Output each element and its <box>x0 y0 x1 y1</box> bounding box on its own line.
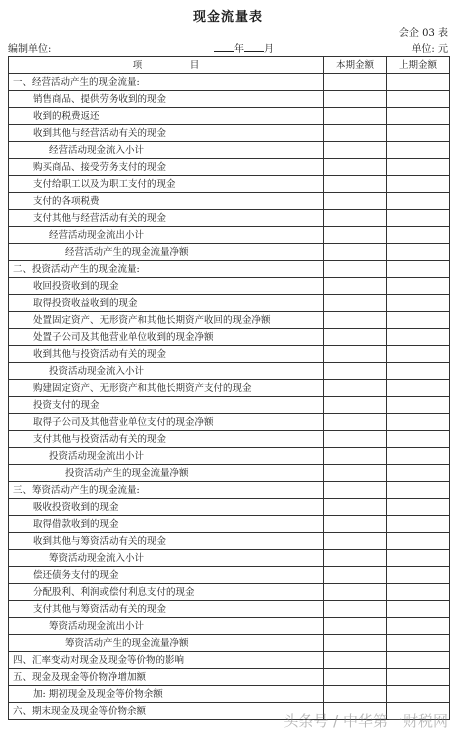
previous-amount-cell[interactable] <box>387 244 450 261</box>
previous-amount-cell[interactable] <box>387 346 450 363</box>
table-row <box>9 414 450 431</box>
row-item-label: 取得借款收到的现金 <box>9 516 324 533</box>
table-row <box>9 159 450 176</box>
table-row <box>9 278 450 295</box>
table-row <box>9 193 450 210</box>
previous-amount-cell[interactable] <box>387 482 450 499</box>
previous-amount-cell[interactable] <box>387 584 450 601</box>
row-item-label: 经营活动产生的现金流量净额 <box>9 244 324 261</box>
previous-amount-cell[interactable] <box>387 108 450 125</box>
year-blank[interactable] <box>214 41 234 52</box>
row-item-label: 处置固定资产、无形资产和其他长期资产收回的现金净额 <box>9 312 324 329</box>
current-amount-cell[interactable] <box>324 159 387 176</box>
current-amount-cell[interactable] <box>324 448 387 465</box>
table-row <box>9 346 450 363</box>
row-item-label: 经营活动现金流入小计 <box>9 142 324 159</box>
table-row <box>9 244 450 261</box>
previous-amount-cell[interactable] <box>387 550 450 567</box>
table-row <box>9 652 450 669</box>
report-period <box>214 40 274 55</box>
table-row <box>9 295 450 312</box>
row-item-label: 支付给职工以及为职工支付的现金 <box>9 176 324 193</box>
row-item-label: 销售商品、提供劳务收到的现金 <box>9 91 324 108</box>
row-item-label: 收到的税费返还 <box>9 108 324 125</box>
table-row <box>9 142 450 159</box>
table-body <box>9 74 450 720</box>
row-item-label: 购建固定资产、无形资产和其他长期资产支付的现金 <box>9 380 324 397</box>
current-amount-cell[interactable] <box>324 193 387 210</box>
table-row <box>9 108 450 125</box>
row-item-label: 五、现金及现金等价物净增加额 <box>9 669 324 686</box>
table-row <box>9 601 450 618</box>
current-amount-cell[interactable] <box>324 363 387 380</box>
previous-amount-cell[interactable] <box>387 431 450 448</box>
current-amount-cell[interactable] <box>324 397 387 414</box>
table-row <box>9 686 450 703</box>
current-amount-cell[interactable] <box>324 550 387 567</box>
current-amount-cell[interactable] <box>324 176 387 193</box>
row-item-label: 取得子公司及其他营业单位支付的现金净额 <box>9 414 324 431</box>
table-row <box>9 176 450 193</box>
previous-amount-cell[interactable] <box>387 142 450 159</box>
current-amount-cell[interactable] <box>324 244 387 261</box>
form-code: 会企 03 表 <box>398 28 448 39</box>
current-amount-cell[interactable] <box>324 635 387 652</box>
row-item-label: 收回投资收到的现金 <box>9 278 324 295</box>
table-row <box>9 482 450 499</box>
table-row <box>9 74 450 91</box>
row-item-label: 四、汇率变动对现金及现金等价物的影响 <box>9 652 324 669</box>
row-item-label: 投资支付的现金 <box>9 397 324 414</box>
table-row <box>9 363 450 380</box>
row-item-label: 一、经营活动产生的现金流量: <box>9 74 324 91</box>
current-amount-cell[interactable] <box>324 329 387 346</box>
table-row <box>9 669 450 686</box>
row-item-label: 取得投资收益收到的现金 <box>9 295 324 312</box>
row-item-label: 收到其他与经营活动有关的现金 <box>9 125 324 142</box>
previous-amount-cell[interactable] <box>387 686 450 703</box>
current-amount-cell[interactable] <box>324 618 387 635</box>
table-row <box>9 567 450 584</box>
previous-amount-cell[interactable] <box>387 516 450 533</box>
previous-amount-cell[interactable] <box>387 669 450 686</box>
previous-amount-cell[interactable] <box>387 91 450 108</box>
table-row <box>9 210 450 227</box>
previous-amount-cell[interactable] <box>387 601 450 618</box>
row-item-label: 二、投资活动产生的现金流量: <box>9 261 324 278</box>
previous-amount-cell[interactable] <box>387 567 450 584</box>
current-amount-cell[interactable] <box>324 414 387 431</box>
current-amount-cell[interactable] <box>324 261 387 278</box>
row-item-label: 支付其他与筹资活动有关的现金 <box>9 601 324 618</box>
previous-amount-cell[interactable] <box>387 227 450 244</box>
previous-amount-cell[interactable] <box>387 125 450 142</box>
current-amount-cell[interactable] <box>324 584 387 601</box>
row-item-label: 筹资活动现金流出小计 <box>9 618 324 635</box>
table-row <box>9 533 450 550</box>
row-item-label: 筹资活动产生的现金流量净额 <box>9 635 324 652</box>
month-suffix: 月 <box>264 44 274 55</box>
current-amount-cell[interactable] <box>324 74 387 91</box>
previous-amount-cell[interactable] <box>387 448 450 465</box>
previous-amount-cell[interactable] <box>387 635 450 652</box>
row-item-label: 处置子公司及其他营业单位收到的现金净额 <box>9 329 324 346</box>
previous-amount-cell[interactable] <box>387 278 450 295</box>
current-amount-cell[interactable] <box>324 601 387 618</box>
table-row <box>9 431 450 448</box>
row-item-label: 投资活动现金流入小计 <box>9 363 324 380</box>
current-amount-cell[interactable] <box>324 346 387 363</box>
header-previous-period: 上期金额 <box>387 57 450 74</box>
table-row <box>9 550 450 567</box>
row-item-label: 分配股利、利润或偿付利息支付的现金 <box>9 584 324 601</box>
previous-amount-cell[interactable] <box>387 380 450 397</box>
current-amount-cell[interactable] <box>324 686 387 703</box>
current-amount-cell[interactable] <box>324 533 387 550</box>
previous-amount-cell[interactable] <box>387 363 450 380</box>
current-amount-cell[interactable] <box>324 227 387 244</box>
previous-amount-cell[interactable] <box>387 261 450 278</box>
current-amount-cell[interactable] <box>324 652 387 669</box>
currency-unit: 单位: 元 <box>411 44 448 55</box>
current-amount-cell[interactable] <box>324 567 387 584</box>
row-item-label: 经营活动现金流出小计 <box>9 227 324 244</box>
row-item-label: 偿还债务支付的现金 <box>9 567 324 584</box>
row-item-label: 投资活动现金流出小计 <box>9 448 324 465</box>
table-row <box>9 618 450 635</box>
previous-amount-cell[interactable] <box>387 193 450 210</box>
table-row <box>9 584 450 601</box>
table-row <box>9 380 450 397</box>
page-title: 现金流量表 <box>192 10 263 25</box>
table-row <box>9 125 450 142</box>
row-item-label: 三、筹资活动产生的现金流量: <box>9 482 324 499</box>
table-row <box>9 397 450 414</box>
previous-amount-cell[interactable] <box>387 533 450 550</box>
table-row <box>9 465 450 482</box>
current-amount-cell[interactable] <box>324 210 387 227</box>
previous-amount-cell[interactable] <box>387 176 450 193</box>
month-blank[interactable] <box>244 41 264 52</box>
previous-amount-cell[interactable] <box>387 465 450 482</box>
table-row <box>9 448 450 465</box>
current-amount-cell[interactable] <box>324 380 387 397</box>
previous-amount-cell[interactable] <box>387 159 450 176</box>
current-amount-cell[interactable] <box>324 669 387 686</box>
table-row <box>9 329 450 346</box>
cash-flow-table <box>8 56 450 720</box>
current-amount-cell[interactable] <box>324 91 387 108</box>
table-row <box>9 261 450 278</box>
row-item-label: 支付其他与投资活动有关的现金 <box>9 431 324 448</box>
header-current-period: 本期金额 <box>324 57 387 74</box>
current-amount-cell[interactable] <box>324 142 387 159</box>
row-item-label: 加: 期初现金及现金等价物余额 <box>9 686 324 703</box>
table-row <box>9 312 450 329</box>
preparer-label: 编制单位: <box>8 44 52 55</box>
row-item-label: 收到其他与投资活动有关的现金 <box>9 346 324 363</box>
current-amount-cell[interactable] <box>324 295 387 312</box>
current-amount-cell[interactable] <box>324 312 387 329</box>
current-amount-cell[interactable] <box>324 482 387 499</box>
table-row <box>9 516 450 533</box>
row-item-label: 购买商品、接受劳务支付的现金 <box>9 159 324 176</box>
table-row <box>9 227 450 244</box>
table-row <box>9 91 450 108</box>
current-amount-cell[interactable] <box>324 108 387 125</box>
previous-amount-cell[interactable] <box>387 329 450 346</box>
current-amount-cell[interactable] <box>324 516 387 533</box>
current-amount-cell[interactable] <box>324 278 387 295</box>
previous-amount-cell[interactable] <box>387 618 450 635</box>
row-item-label: 吸收投资收到的现金 <box>9 499 324 516</box>
previous-amount-cell[interactable] <box>387 74 450 91</box>
table-row <box>9 635 450 652</box>
row-item-label: 六、期末现金及现金等价物余额 <box>9 703 324 720</box>
current-amount-cell[interactable] <box>324 465 387 482</box>
current-amount-cell[interactable] <box>324 125 387 142</box>
current-amount-cell[interactable] <box>324 499 387 516</box>
previous-amount-cell[interactable] <box>387 210 450 227</box>
report-meta <box>8 40 448 54</box>
previous-amount-cell[interactable] <box>387 312 450 329</box>
row-item-label: 筹资活动现金流入小计 <box>9 550 324 567</box>
previous-amount-cell[interactable] <box>387 295 450 312</box>
table-row <box>9 499 450 516</box>
watermark: 头条号 / 中华第一财税网 <box>283 712 448 730</box>
previous-amount-cell[interactable] <box>387 414 450 431</box>
header-item: 项 目 <box>9 57 324 74</box>
row-item-label: 投资活动产生的现金流量净额 <box>9 465 324 482</box>
previous-amount-cell[interactable] <box>387 652 450 669</box>
previous-amount-cell[interactable] <box>387 499 450 516</box>
row-item-label: 收到其他与筹资活动有关的现金 <box>9 533 324 550</box>
previous-amount-cell[interactable] <box>387 397 450 414</box>
table-header-row <box>9 57 450 74</box>
year-suffix: 年 <box>234 44 244 55</box>
row-item-label: 支付其他与经营活动有关的现金 <box>9 210 324 227</box>
row-item-label: 支付的各项税费 <box>9 193 324 210</box>
current-amount-cell[interactable] <box>324 431 387 448</box>
